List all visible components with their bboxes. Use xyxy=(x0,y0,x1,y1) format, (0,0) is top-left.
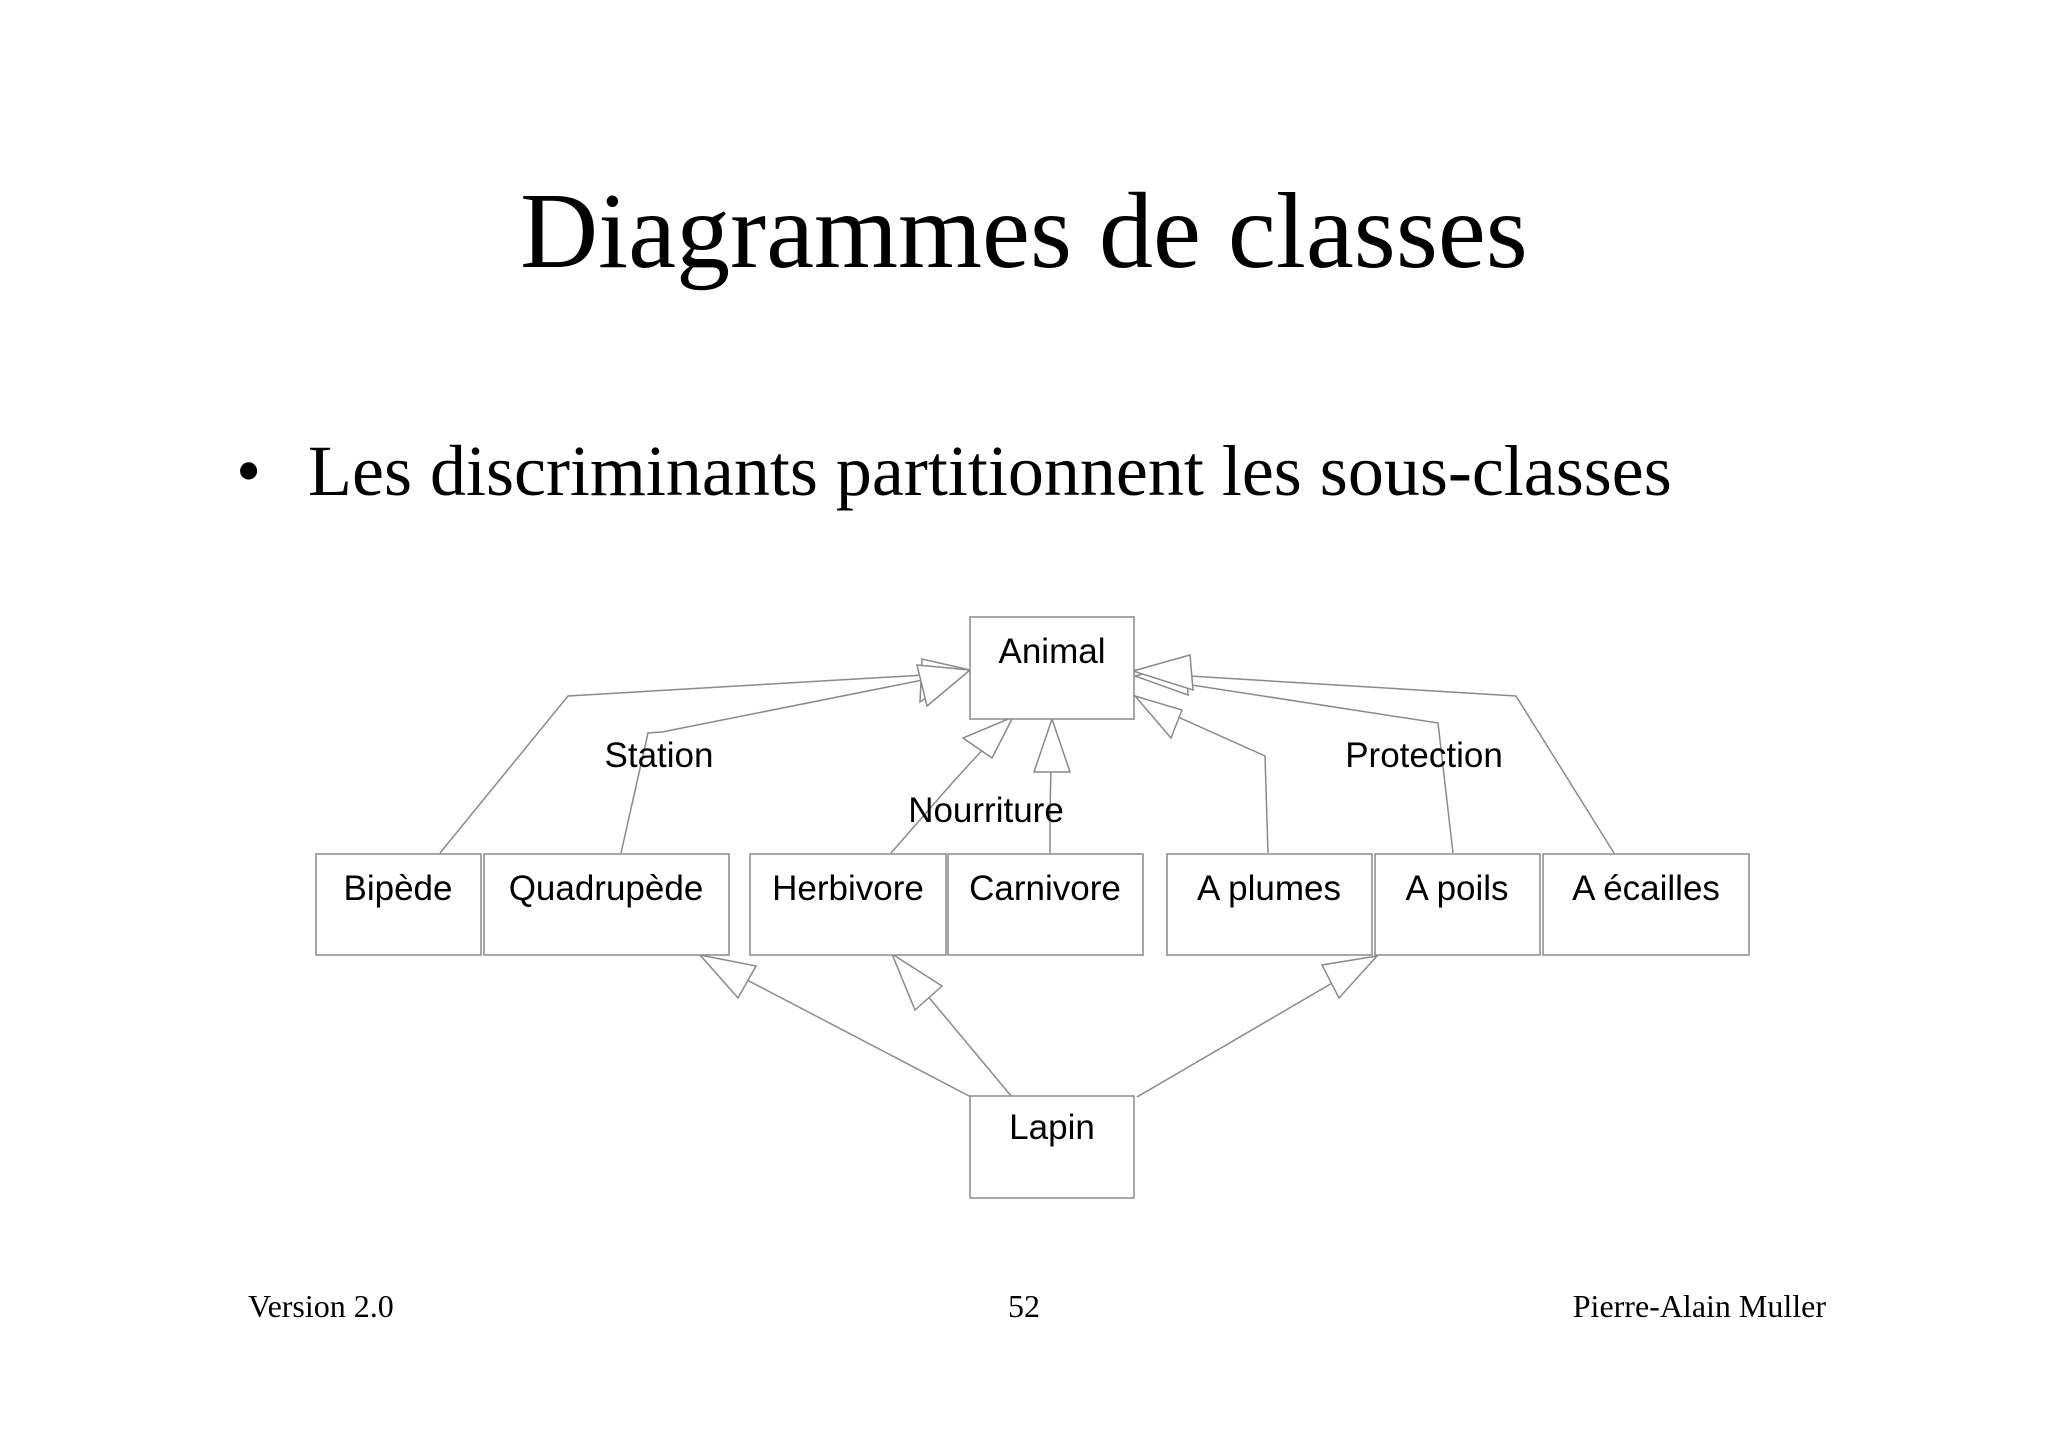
class-quadrupede xyxy=(484,854,729,955)
discriminator-nourriture: Nourriture xyxy=(908,791,1064,830)
class-label-a-poils: A poils xyxy=(1405,869,1509,908)
slide-title: Diagrammes de classes xyxy=(520,172,1528,291)
class-label-a-ecailles: A écailles xyxy=(1572,869,1720,908)
class-lapin xyxy=(970,1096,1134,1198)
class-label-lapin: Lapin xyxy=(1009,1108,1095,1147)
footer-page-number: 52 xyxy=(1008,1288,1040,1324)
arrowhead-icon xyxy=(1034,719,1070,772)
class-label-a-plumes: A plumes xyxy=(1197,869,1341,908)
arrowhead-icon xyxy=(700,955,756,998)
footer-version: Version 2.0 xyxy=(248,1288,394,1324)
class-label-bipede: Bipède xyxy=(343,869,453,908)
bullet-icon: • xyxy=(236,431,262,511)
arrowhead-icon xyxy=(1135,696,1182,738)
class-label-quadrupede: Quadrupède xyxy=(508,869,704,908)
class-a-poils xyxy=(1375,854,1540,955)
class-label-animal: Animal xyxy=(998,632,1106,671)
arrowhead-icon xyxy=(917,665,970,706)
arrowhead-icon xyxy=(892,954,942,1010)
arrowhead-icon xyxy=(963,717,1013,758)
class-label-carnivore: Carnivore xyxy=(969,869,1121,908)
class-a-ecailles xyxy=(1543,854,1749,955)
discriminator-protection: Protection xyxy=(1345,736,1503,775)
class-animal xyxy=(970,617,1134,719)
class-label-herbivore: Herbivore xyxy=(772,869,924,908)
class-a-plumes xyxy=(1167,854,1372,955)
class-bipede xyxy=(316,854,481,955)
discriminator-station: Station xyxy=(604,736,714,775)
class-carnivore xyxy=(948,854,1143,955)
bullet-text: Les discriminants partitionnent les sous-classes xyxy=(308,431,1672,511)
footer-author: Pierre-Alain Muller xyxy=(1572,1288,1826,1324)
class-herbivore xyxy=(750,854,946,955)
arrowhead-icon xyxy=(1322,956,1377,998)
